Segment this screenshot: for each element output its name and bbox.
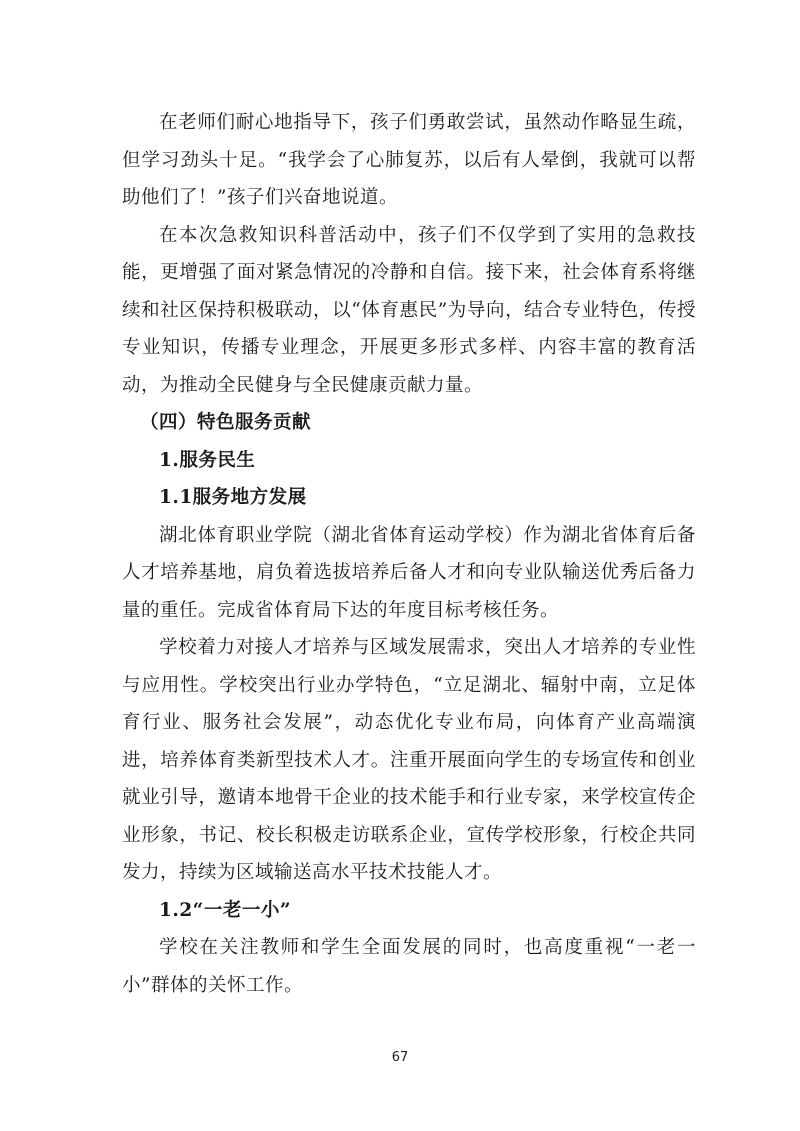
- body-text: [122, 104, 696, 1004]
- paragraph-talent-training: 学校着力对接人才培养与区域发展需求，突出人才培养的专业性与应用性。学校突出行业办学特色，“立足湖北、辐射中南，立足体育行业、服务社会发展”，动态优化专业布局，向体育产业高端演进，培养体育类新型技术人才。注重开展面向学生的专场宣传和创业就业引导，邀请本地骨干企业的技术能手和行业专家，来学校宣传企业形象，书记、校长积极走访联系企业，宣传学校形象，行校企共同发力，持续为区域输送高水平技术技能人才。: [122, 637, 696, 883]
- paragraph-activity-summary: 在本次急救知识科普活动中，孩子们不仅学到了实用的急救技能，更增强了面对紧急情况的冷静和自信。接下来，社会体育系将继续和社区保持积极联动，以“体育惠民”为导向，结合专业特色，传授专业知识，传播专业理念，开展更多形式多样、内容丰富的教育活动，为推动全民健身与全民健康贡献力量。: [122, 224, 696, 396]
- paragraph-care-work: 学校在关注教师和学生全面发展的同时，也高度重视“一老一小”群体的关怀工作。: [122, 937, 696, 996]
- subheading-serve-local-development: 1.1服务地方发展: [159, 487, 307, 508]
- paragraph-first-aid-practice: 在老师们耐心地指导下，孩子们勇敢尝试，虽然动作略显生疏，但学习劲头十足。“我学会了心肺复苏，以后有人晕倒，我就可以帮助他们了！”孩子们兴奋地说道。: [122, 112, 696, 208]
- paragraph-college-intro: 湖北体育职业学院（湖北省体育运动学校）作为湖北省体育后备人才培养基地，肩负着选拔培养后备人才和向专业队输送优秀后备力量的重任。完成省体育局下达的年度目标考核任务。: [122, 524, 696, 621]
- subheading-serve-livelihood: 1.服务民生: [159, 449, 256, 471]
- section-heading-special-services: （四）特色服务贡献: [140, 412, 312, 433]
- subheading-old-and-young: 1.2“一老一小”: [159, 899, 291, 921]
- page-number: 67: [391, 1050, 409, 1065]
